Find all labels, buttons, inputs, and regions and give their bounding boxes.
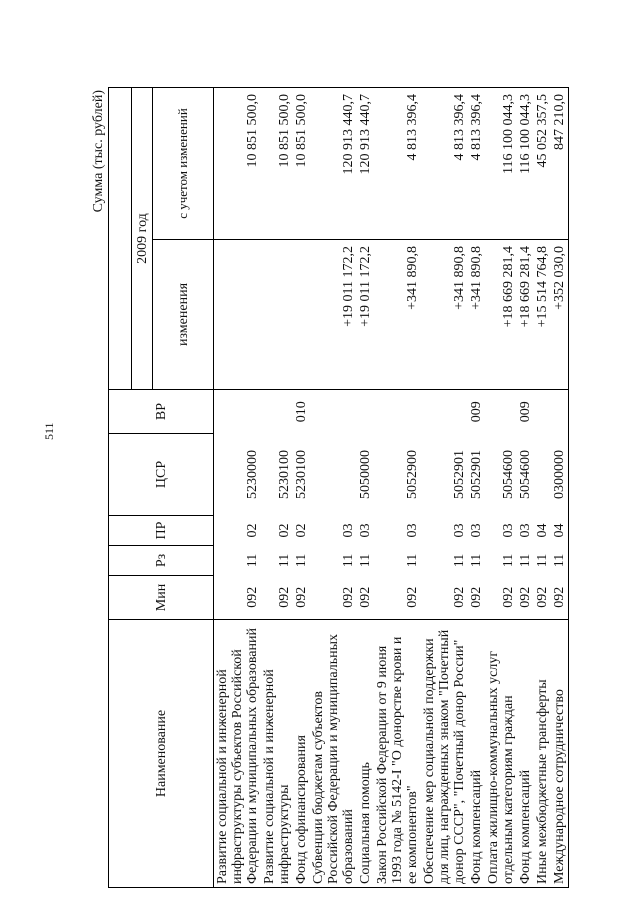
row-total: 120 913 440,7 [310, 88, 357, 240]
header-min: Мин [109, 576, 214, 620]
row-min: 092 [293, 576, 310, 620]
row-min: 092 [517, 576, 534, 620]
row-total: 45 052 357,5 [534, 88, 551, 240]
row-name: Фонд софинансирования [293, 620, 310, 888]
header-name: Наименование [109, 620, 214, 888]
row-rz: 11 [358, 553, 373, 568]
row-vr: 009 [518, 401, 533, 423]
table-row [293, 88, 310, 888]
header-csr: ЦСР [109, 434, 214, 516]
table-row [485, 88, 517, 888]
row-pr: 03 [341, 523, 356, 538]
row-min: 092 [214, 576, 262, 620]
row-pr: 03 [452, 523, 467, 538]
row-csr: 5052901 [469, 450, 484, 499]
row-csr [310, 434, 357, 516]
row-change [214, 240, 262, 390]
row-min: 092 [551, 576, 569, 620]
row-change [261, 240, 293, 390]
budget-table [108, 87, 569, 888]
table-row [421, 88, 468, 888]
table-row [310, 88, 357, 888]
row-rz: 11 [452, 553, 467, 568]
header-year: 2009 год [132, 88, 153, 390]
row-vr [214, 390, 262, 434]
row-pr: 03 [405, 523, 420, 538]
row-pr: 03 [501, 523, 516, 538]
table-row [517, 88, 534, 888]
row-csr: 5054600 [518, 450, 533, 499]
table-row [468, 88, 485, 888]
row-total: 847 210,0 [551, 88, 569, 240]
row-rz: 11 [294, 553, 309, 568]
row-total: 120 913 440,7 [357, 88, 374, 240]
row-pr: 02 [294, 523, 309, 538]
row-rz: 11 [341, 553, 356, 568]
row-total: 10 851 500,0 [214, 88, 262, 240]
row-name: Закон Российской Федерации от 9 июня 1993 года № 5142-I "О донорстве крови и ее компонентов" [374, 620, 421, 888]
row-name: Обеспечение мер социальной поддержки для лиц, награжденных знаком "Почетный донор СССР", "Почетный донор России" [421, 620, 468, 888]
row-vr [310, 390, 357, 434]
row-total: 116 100 044,3 [485, 88, 517, 240]
row-change: +15 514 764,8 [534, 240, 551, 390]
row-vr [551, 390, 569, 434]
row-csr: 5230000 [245, 450, 260, 499]
row-csr: 5052901 [452, 450, 467, 499]
row-name: Фонд компенсаций [468, 620, 485, 888]
header-with-changes: с учетом изменений [153, 88, 214, 240]
row-vr: 010 [294, 401, 309, 423]
row-change: +18 669 281,4 [485, 240, 517, 390]
row-name: Социальная помощь [357, 620, 374, 888]
row-change: +19 011 172,2 [357, 240, 374, 390]
row-change: +352 030,0 [551, 240, 569, 390]
row-pr: 03 [518, 523, 533, 538]
row-rz: 11 [518, 553, 533, 568]
table-row [374, 88, 421, 888]
row-min: 092 [261, 576, 293, 620]
page-number: 511 [42, 422, 56, 440]
row-min: 092 [485, 576, 517, 620]
row-change: +19 011 172,2 [310, 240, 357, 390]
row-pr: 03 [469, 523, 484, 538]
row-rz: 11 [535, 553, 550, 568]
row-vr [485, 390, 517, 434]
table-row [551, 88, 569, 888]
table-row [261, 88, 293, 888]
row-total: 10 851 500,0 [261, 88, 293, 240]
row-min: 092 [534, 576, 551, 620]
rotated-page-content [90, 88, 610, 888]
row-name: Оплата жилищно-коммунальных услуг отдельным категориям граждан [485, 620, 517, 888]
row-name: Фонд компенсаций [517, 620, 534, 888]
row-csr [534, 434, 551, 516]
row-csr: 0300000 [551, 434, 569, 516]
row-pr: 04 [551, 516, 569, 546]
row-vr [374, 390, 421, 434]
row-name: Развитие социальной и инженерной инфраструктуры [261, 620, 293, 888]
row-rz: 11 [245, 553, 260, 568]
row-vr [357, 390, 374, 434]
row-csr: 5230100 [294, 450, 309, 499]
row-change: +341 890,8 [374, 240, 421, 390]
row-total: 4 813 396,4 [468, 88, 485, 240]
row-min: 092 [421, 576, 468, 620]
row-change [293, 240, 310, 390]
row-name: Иные межбюджетные трансферты [534, 620, 551, 888]
row-vr [421, 390, 468, 434]
row-min: 092 [468, 576, 485, 620]
row-rz: 11 [551, 546, 569, 576]
row-pr: 03 [358, 523, 373, 538]
row-total: 10 851 500,0 [293, 88, 310, 240]
header-changes: изменения [153, 240, 214, 390]
row-name: Международное сотрудничество [551, 620, 569, 888]
row-rz: 11 [501, 553, 516, 568]
row-min: 092 [357, 576, 374, 620]
row-pr: 02 [277, 523, 292, 538]
row-csr: 5230100 [277, 450, 292, 499]
header-vr: ВР [109, 390, 214, 434]
row-pr: 02 [245, 523, 260, 538]
row-total: 4 813 396,4 [421, 88, 468, 240]
row-name: Развитие социальной и инженерной инфраструктуры субъектов Российской Федерации и муниципальных образований [214, 620, 262, 888]
row-total: 116 100 044,3 [517, 88, 534, 240]
row-vr: 009 [469, 401, 484, 423]
row-min: 092 [310, 576, 357, 620]
header-rz: Рз [109, 546, 214, 576]
row-min: 092 [374, 576, 421, 620]
row-rz: 11 [277, 553, 292, 568]
row-rz: 11 [469, 553, 484, 568]
row-rz: 11 [405, 553, 420, 568]
table-row [534, 88, 551, 888]
row-csr: 5052900 [405, 450, 420, 499]
row-csr: 5050000 [358, 450, 373, 499]
row-vr [261, 390, 293, 434]
table-row [357, 88, 374, 888]
row-name: Субвенции бюджетам субъектов Российской Федерации и муниципальных образований [310, 620, 357, 888]
table-row [214, 88, 262, 888]
row-total: 4 813 396,4 [374, 88, 421, 240]
row-csr: 5054600 [501, 450, 516, 499]
header-year-spacer [109, 88, 132, 390]
row-pr: 04 [535, 523, 550, 538]
row-vr [534, 390, 551, 434]
row-change: +341 890,8 [421, 240, 468, 390]
row-change: +18 669 281,4 [517, 240, 534, 390]
header-pr: ПР [109, 516, 214, 546]
row-change: +341 890,8 [468, 240, 485, 390]
units-caption: Сумма (тыс. рублей) [91, 90, 106, 213]
